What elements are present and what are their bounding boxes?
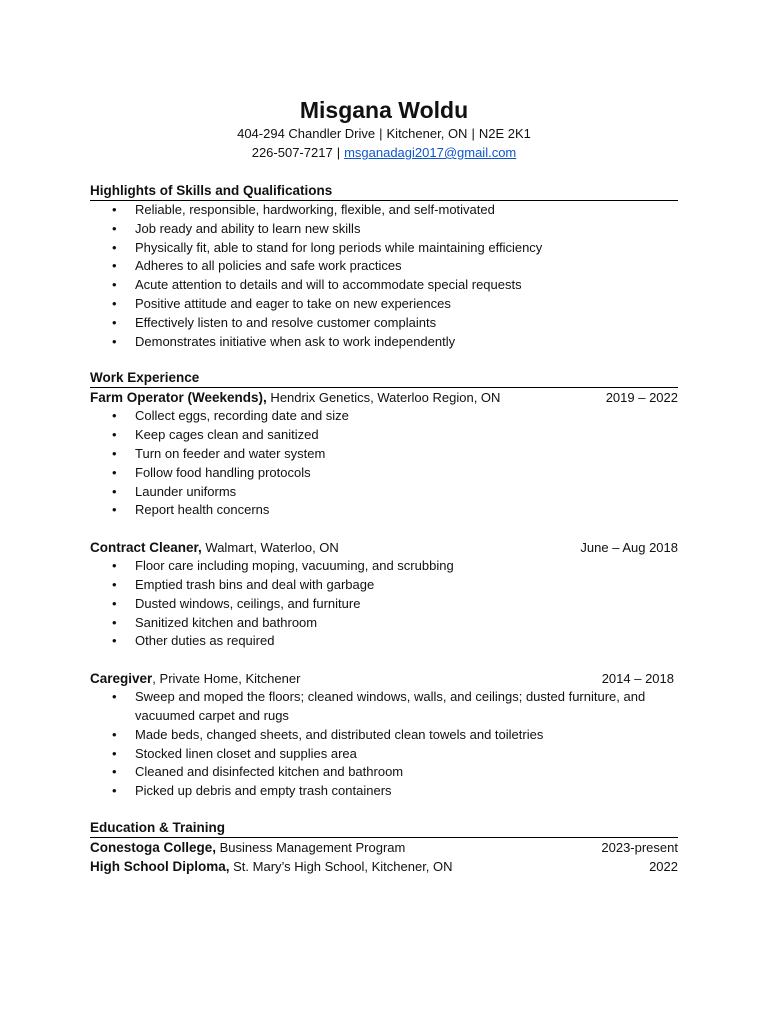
separator: | xyxy=(471,126,475,141)
candidate-name: Misgana Woldu xyxy=(299,97,469,123)
section-title-work-experience: Work Experience xyxy=(90,369,678,388)
education-entry xyxy=(90,838,678,857)
list-item: • Turn on feeder and water system xyxy=(90,445,678,464)
city: Kitchener, ON xyxy=(386,126,468,141)
job-header xyxy=(90,388,678,407)
list-item: • Reliable, responsible, hardworking, flexible, and self-motivated xyxy=(90,201,678,220)
job-header xyxy=(90,538,678,557)
list-item: • Positive attitude and eager to take on new experiences xyxy=(90,295,678,314)
education-program: Business Management Program xyxy=(216,839,406,855)
list-item: • Dusted windows, ceilings, and furniture xyxy=(90,595,678,614)
list-item: • Picked up debris and empty trash containers xyxy=(90,782,678,801)
list-item: • Follow food handling protocols xyxy=(90,464,678,483)
job-role: Farm Operator (Weekends), xyxy=(90,390,267,406)
separator: | xyxy=(336,145,341,160)
list-item: • Other duties as required xyxy=(90,632,678,651)
job-duties-list xyxy=(90,557,678,651)
job-employer: Walmart, Waterloo, ON xyxy=(201,540,339,556)
list-item: • Acute attention to details and will to accommodate special requests xyxy=(90,276,678,295)
education-school: High School Diploma, xyxy=(90,858,230,874)
resume-page xyxy=(90,96,678,876)
education-dates: 2022 xyxy=(649,858,678,874)
postal-code: N2E 2K1 xyxy=(478,126,531,141)
job-employer: , Private Home, Kitchener xyxy=(152,671,301,687)
job-role: Contract Cleaner, xyxy=(90,540,202,556)
list-item: • Cleaned and disinfected kitchen and bathroom xyxy=(90,763,678,782)
email-link[interactable]: msganadagi2017@gmail.com xyxy=(344,145,517,160)
job-dates: June – Aug 2018 xyxy=(580,540,678,556)
list-item: • Demonstrates initiative when ask to work independently xyxy=(90,333,678,352)
job-entry xyxy=(90,538,678,651)
education-program: St. Mary’s High School, Kitchener, ON xyxy=(229,858,453,874)
education-school: Conestoga College, xyxy=(90,839,217,855)
contact-address-line xyxy=(90,124,678,143)
phone-number: 226-507-7217 xyxy=(251,145,333,160)
job-duties-list xyxy=(90,407,678,520)
list-item: • Job ready and ability to learn new skills xyxy=(90,220,678,239)
list-item: • Floor care including moping, vacuuming, and scrubbing xyxy=(90,557,678,576)
highlights-list xyxy=(90,201,678,351)
job-employer: Hendrix Genetics, Waterloo Region, ON xyxy=(266,390,501,406)
education-dates: 2023-present xyxy=(601,839,678,855)
job-duties-list xyxy=(90,688,678,801)
separator: | xyxy=(379,126,383,141)
job-entry xyxy=(90,388,678,520)
list-item: • Effectively listen to and resolve customer complaints xyxy=(90,314,678,333)
section-title-highlights: Highlights of Skills and Qualifications xyxy=(90,182,678,201)
list-item: • Stocked linen closet and supplies area xyxy=(90,745,678,764)
job-dates: 2019 – 2022 xyxy=(605,390,678,406)
job-entry xyxy=(90,669,678,801)
section-title-education: Education & Training xyxy=(90,819,678,838)
list-item: • Report health concerns xyxy=(90,501,678,520)
list-item: • Sweep and moped the floors; cleaned windows, walls, and ceilings; dusted furniture, and vacuumed carpet and rugs xyxy=(90,688,678,726)
list-item: • Adheres to all policies and safe work practices xyxy=(90,257,678,276)
list-item: • Sanitized kitchen and bathroom xyxy=(90,614,678,633)
job-header xyxy=(90,669,678,688)
list-item: • Made beds, changed sheets, and distributed clean towels and toiletries xyxy=(90,726,678,745)
street-address: 404-294 Chandler Drive xyxy=(237,126,376,141)
education-entry xyxy=(90,857,678,876)
list-item: • Collect eggs, recording date and size xyxy=(90,407,678,426)
list-item: • Keep cages clean and sanitized xyxy=(90,426,678,445)
job-role: Caregiver xyxy=(90,671,153,687)
list-item: • Emptied trash bins and deal with garbage xyxy=(90,576,678,595)
list-item: • Physically fit, able to stand for long periods while maintaining efficiency xyxy=(90,239,678,258)
list-item: • Launder uniforms xyxy=(90,483,678,502)
contact-phone-email-line xyxy=(90,143,678,162)
job-dates: 2014 – 2018 xyxy=(601,671,674,687)
